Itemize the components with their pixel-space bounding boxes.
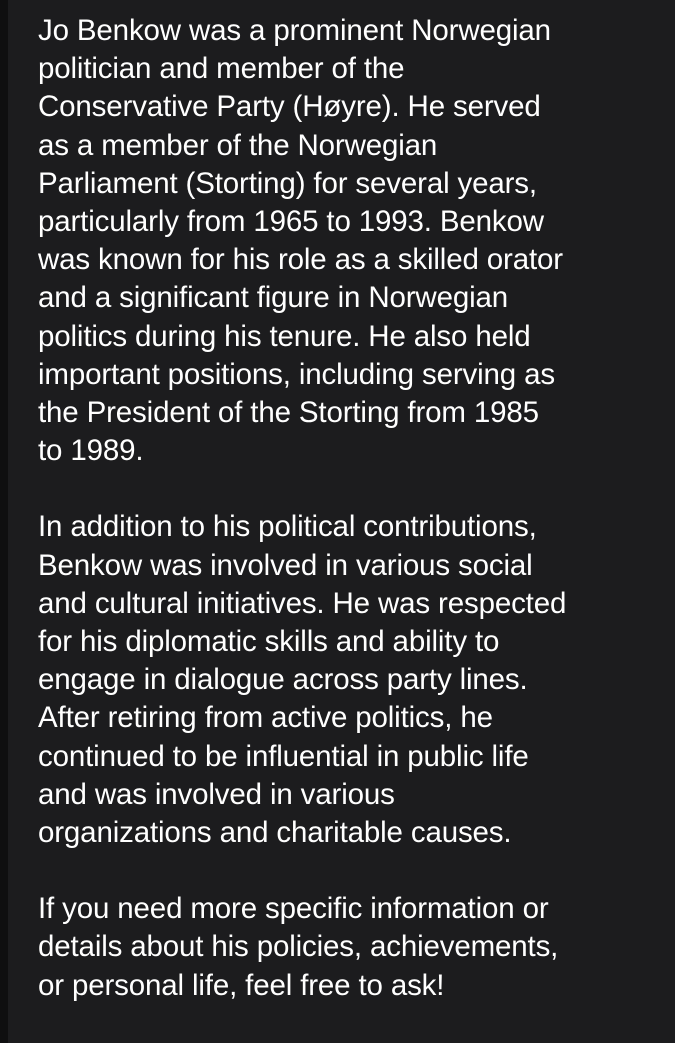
- assistant-message: [38, 12, 666, 1005]
- message-paragraph-3: If you need more specific information or details about his policies, achievements, or personal life, feel free to ask!: [38, 892, 559, 1002]
- message-paragraph-1: Jo Benkow was a prominent Norwegian politician and member of the Conservative Party (Høyre). He served as a member of the Norwegian Parliament (Storting) for several years, particularly from 1965 to 1993. Benkow was known for his role as a skilled orator and a significant figure in Norwegian politics during his tenure. He also held important positions, including serving as the President of the Storting from 1985 to 1989.: [38, 14, 563, 468]
- left-edge-divider: [0, 0, 8, 1043]
- message-paragraph-2: In addition to his political contributions, Benkow was involved in various social and cultural initiatives. He was respected for his diplomatic skills and ability to engage in dialogue across party lines. After retiring from active politics, he continued to be influential in public life and was involved in various organizations and charitable causes.: [38, 510, 567, 850]
